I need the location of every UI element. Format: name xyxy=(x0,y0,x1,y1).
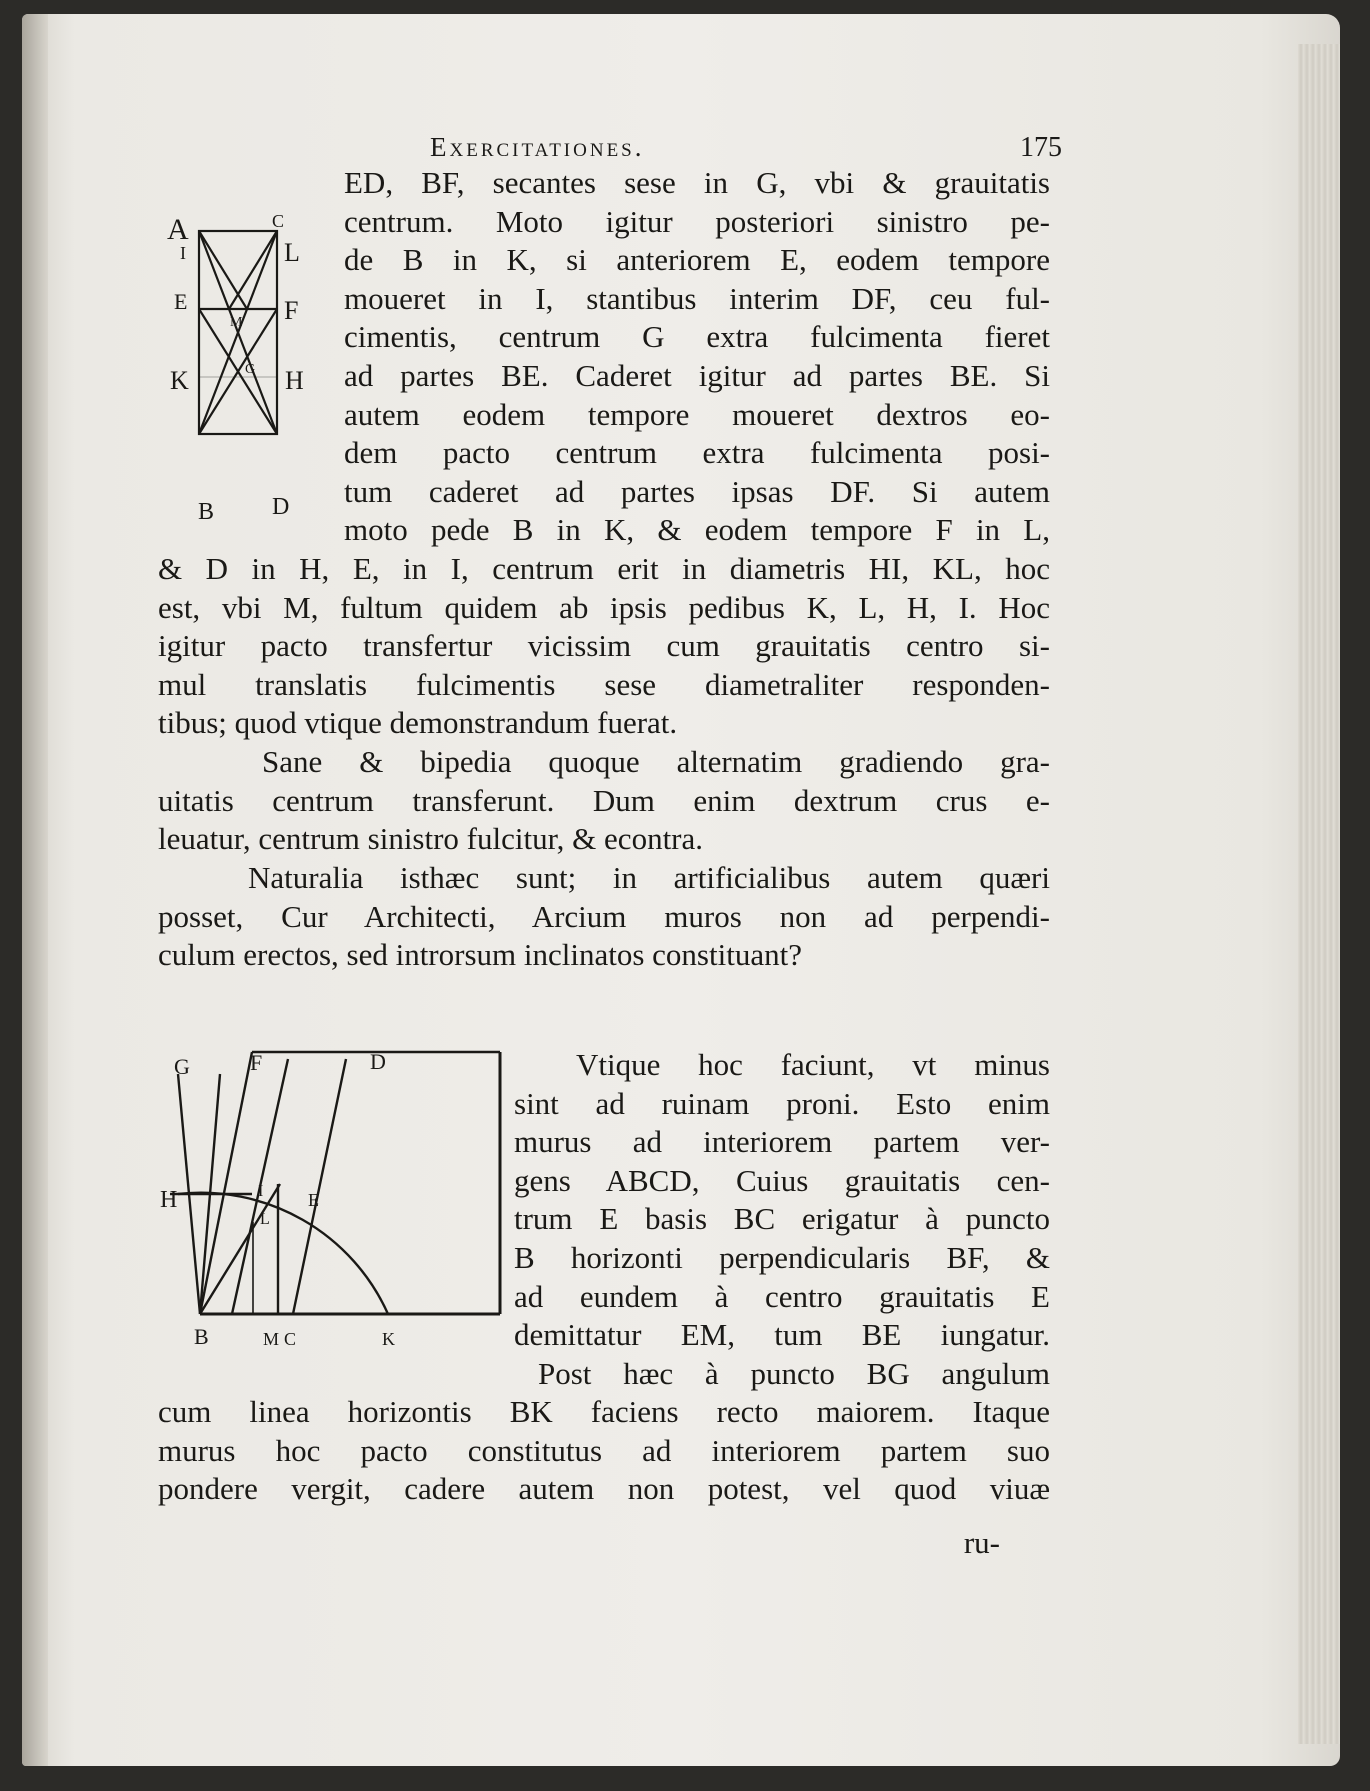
fig2-label-d: D xyxy=(370,1049,386,1074)
page-number: 175 xyxy=(1020,132,1062,163)
text-line: murus ad interiorem partem ver- xyxy=(514,1124,1050,1160)
text-line: trum E basis BC erigatur à puncto xyxy=(514,1201,1050,1237)
text-line: dem pacto centrum extra fulcimenta posi- xyxy=(344,435,1050,471)
text-line: uitatis centrum transferunt. Dum enim dextrum crus e- xyxy=(158,782,1050,818)
text-line: ad eundem à centro grauitatis E xyxy=(514,1278,1050,1314)
fig2-label-l: L xyxy=(260,1211,270,1228)
wall-inner-face-bg xyxy=(200,1052,252,1314)
fig1-label-i: I xyxy=(180,243,186,263)
gait-diagonal-5 xyxy=(199,231,247,309)
text-line: ad partes BE. Caderet igitur ad partes BE. Si xyxy=(344,357,1050,393)
text-line: mul translatis fulcimentis sese diametraliter responden- xyxy=(158,666,1050,702)
text-line: tum caderet ad partes ipsas DF. Si autem xyxy=(344,473,1050,509)
fig1-label-l: L xyxy=(284,238,300,267)
text-line: de B in K, si anteriorem E, eodem tempore xyxy=(344,242,1050,278)
text-block-full-width-1 xyxy=(158,550,1050,743)
figure-wall-diagram xyxy=(160,1044,520,1359)
fig1-label-a: A xyxy=(167,213,189,246)
text-line: posset, Cur Architecti, Arcium muros non ad perpendi- xyxy=(158,898,1050,934)
line-e-diagonal xyxy=(293,1059,346,1314)
fig1-label-e: E xyxy=(174,289,188,314)
fig1-label-h: H xyxy=(285,366,304,395)
text-line: Sane & bipedia quoque alternatim gradiendo gra- xyxy=(262,744,1050,779)
text-line: autem eodem tempore moueret dextros eo- xyxy=(344,396,1050,432)
text-line: ED, BF, secantes sese in G, vbi & grauitatis xyxy=(344,165,1050,200)
book-page xyxy=(22,14,1340,1766)
fig2-label-b: B xyxy=(194,1324,209,1349)
text-line: leuatur, centrum sinistro fulcitur, & econtra. xyxy=(158,821,704,857)
fig2-label-e: E xyxy=(308,1190,319,1210)
fig1-label-b: B xyxy=(198,499,215,525)
fig1-label-c: C xyxy=(272,211,285,231)
fig1-label-k: K xyxy=(170,366,189,395)
text-line: pondere vergit, cadere autem non potest, vel quod viuæ xyxy=(158,1471,1050,1507)
fig1-label-g: G xyxy=(245,362,256,377)
text-block-beside-figure-2 xyxy=(514,1046,1050,1393)
text-line: moueret in I, stantibus interim DF, ceu ful- xyxy=(344,280,1050,316)
text-line: demittatur EM, tum BE iungatur. xyxy=(514,1317,1050,1353)
text-line: moto pede B in K, & eodem tempore F in L, xyxy=(344,512,1050,548)
fig2-label-f: F xyxy=(250,1050,263,1075)
text-line: cum linea horizontis BK faciens recto maiorem. Itaque xyxy=(158,1394,1050,1429)
fig2-label-i: I xyxy=(258,1183,264,1200)
fig2-label-c: C xyxy=(284,1329,297,1349)
text-line: sint ad ruinam proni. Esto enim xyxy=(514,1085,1050,1121)
text-line: & D in H, E, in I, centrum erit in diametris HI, KL, hoc xyxy=(158,551,1050,586)
text-line: Post hæc à puncto BG angulum xyxy=(538,1355,1050,1391)
text-line: igitur pacto transfertur vicissim cum grauitatis centro si- xyxy=(158,628,1050,664)
text-line: centrum. Moto igitur posteriori sinistro pe- xyxy=(344,203,1050,239)
fig1-label-d: D xyxy=(272,494,290,520)
text-line: murus hoc pacto constitutus ad interiorem partem suo xyxy=(158,1432,1050,1468)
fig1-label-m: M xyxy=(230,315,243,330)
paragraph-architecti xyxy=(158,859,1050,975)
fig2-label-k: K xyxy=(382,1329,395,1349)
text-line: Vtique hoc faciunt, vt minus xyxy=(576,1047,1050,1082)
text-line: est, vbi M, fultum quidem ab ipsis pedibus K, L, H, I. Hoc xyxy=(158,589,1050,625)
text-line: cimentis, centrum G extra fulcimenta fieret xyxy=(344,319,1050,355)
fig2-label-g: G xyxy=(174,1054,190,1079)
text-line: gens ABCD, Cuius grauitatis cen- xyxy=(514,1162,1050,1198)
page-fore-edge xyxy=(1298,44,1340,1744)
text-line: Naturalia isthæc sunt; in artificialibus autem quæri xyxy=(248,860,1050,895)
gait-diagonal-6 xyxy=(229,231,277,309)
fig1-label-f: F xyxy=(284,296,299,325)
catchword: ru- xyxy=(963,1525,1000,1560)
text-line: culum erectos, sed introrsum inclinatos constituant? xyxy=(158,937,802,973)
page-gutter xyxy=(22,14,48,1766)
text-line: tibus; quod vtique demonstrandum fuerat. xyxy=(158,705,678,741)
fig2-label-h: H xyxy=(160,1187,178,1213)
figure-gait-diagram xyxy=(152,209,352,529)
running-title: Exercitationes. xyxy=(430,132,645,162)
paragraph-bipedia xyxy=(158,743,1050,859)
fig2-label-m: M xyxy=(263,1329,280,1349)
text-block-full-width-2 xyxy=(158,1393,1050,1509)
text-line: B horizonti perpendicularis BF, & xyxy=(514,1239,1050,1275)
text-block-beside-figure-1 xyxy=(344,164,1050,550)
